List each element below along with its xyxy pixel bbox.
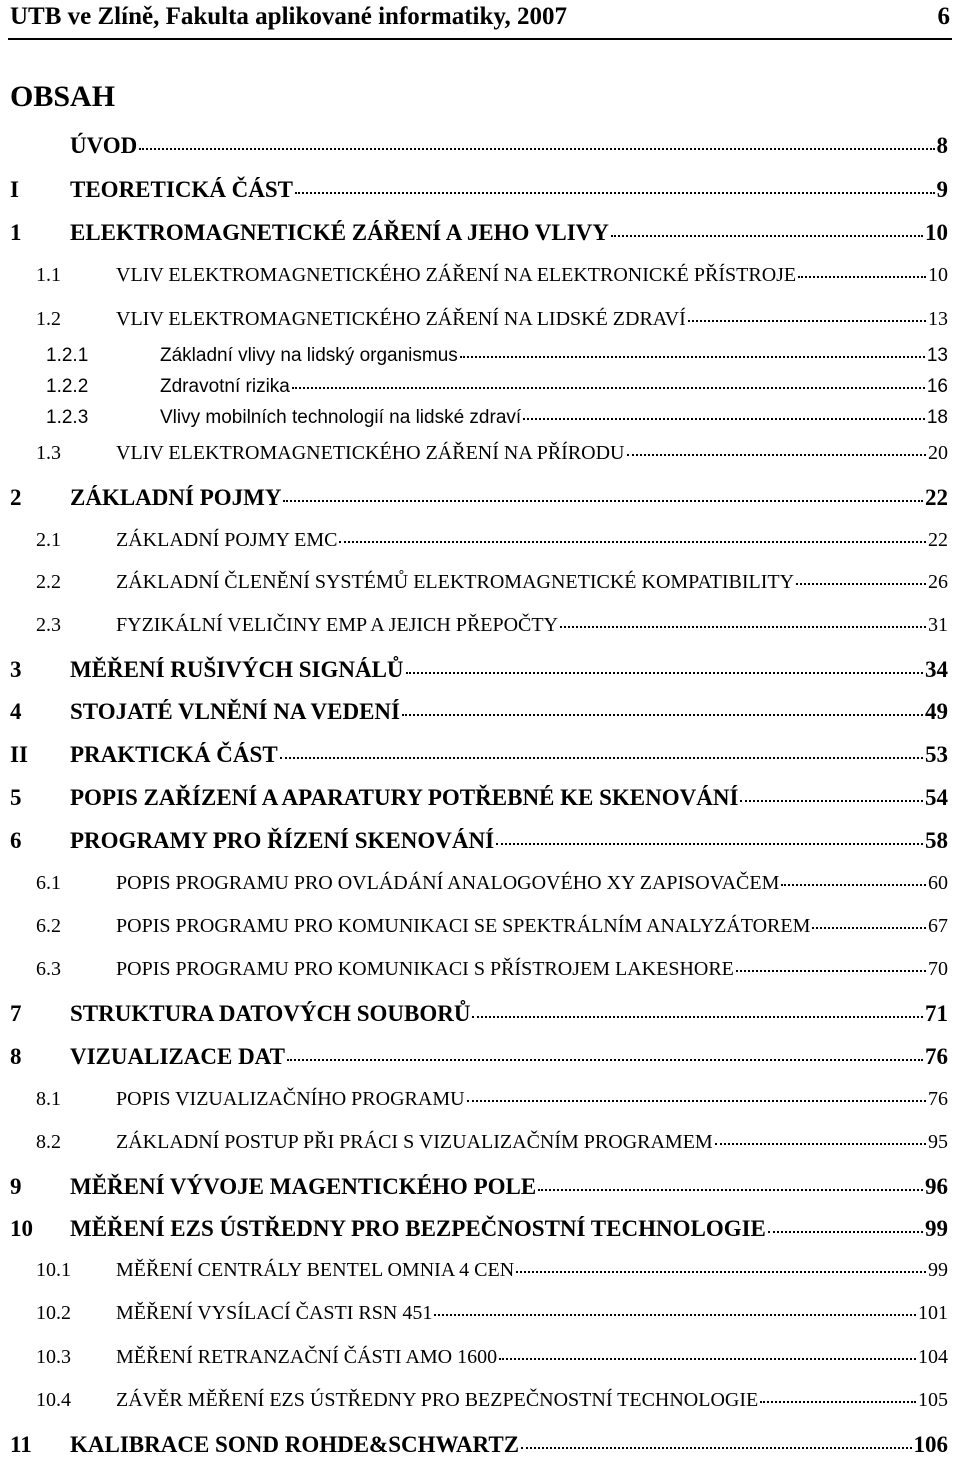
toc-entry-number: 1.1 bbox=[36, 264, 61, 286]
toc-entry-number: 6.3 bbox=[36, 958, 61, 980]
toc-dot-leader bbox=[472, 1015, 923, 1018]
toc-entry-page: 10 bbox=[925, 220, 948, 245]
toc-entry-page: 13 bbox=[928, 308, 948, 330]
toc-entry-number: I bbox=[10, 177, 19, 202]
page-header bbox=[10, 2, 950, 32]
toc-entry-page: 67 bbox=[928, 915, 948, 937]
toc-entry-title: ZÁKLADNÍ POJMY bbox=[70, 485, 282, 510]
toc-entry[interactable] bbox=[0, 407, 960, 429]
toc-entry[interactable] bbox=[0, 571, 960, 594]
toc-entry-title: STOJATÉ VLNĚNÍ NA VEDENÍ bbox=[70, 699, 400, 724]
toc-entry[interactable] bbox=[0, 1302, 960, 1325]
toc-entry[interactable] bbox=[0, 1044, 960, 1070]
toc-entry-title: VIZUALIZACE DAT bbox=[70, 1044, 285, 1069]
toc-dot-leader bbox=[611, 234, 923, 237]
toc-entry-title: VLIV ELEKTROMAGNETICKÉHO ZÁŘENÍ NA ELEKTRONICKÉ PŘÍSTROJE bbox=[116, 264, 797, 286]
toc-entry-title: VLIV ELEKTROMAGNETICKÉHO ZÁŘENÍ NA LIDSKÉ ZDRAVÍ bbox=[116, 308, 686, 330]
toc-entry-title: PROGRAMY PRO ŘÍZENÍ SKENOVÁNÍ bbox=[70, 828, 495, 853]
toc-dot-leader bbox=[283, 499, 923, 502]
toc-entry-number: 2.1 bbox=[36, 529, 61, 551]
toc-dot-leader bbox=[499, 1357, 916, 1360]
toc-dot-leader bbox=[516, 1270, 926, 1273]
page-title: OBSAH bbox=[10, 80, 116, 113]
toc-entry-number: 6.1 bbox=[36, 872, 61, 894]
toc-entry-number: 1.2.1 bbox=[46, 345, 89, 366]
toc-entry[interactable] bbox=[0, 828, 960, 854]
toc-dot-leader bbox=[715, 1142, 926, 1145]
toc-entry-page: 13 bbox=[926, 345, 948, 366]
toc-entry-title: PRAKTICKÁ ČÁST bbox=[70, 742, 278, 767]
toc-entry-page: 96 bbox=[925, 1174, 948, 1199]
toc-entry-title: MĚŘENÍ EZS ÚSTŘEDNY PRO BEZPEČNOSTNÍ TECHNOLOGIE bbox=[70, 1216, 766, 1241]
toc-dot-leader bbox=[402, 713, 923, 716]
toc-entry[interactable] bbox=[0, 1216, 960, 1242]
toc-dot-leader bbox=[812, 926, 926, 929]
header-title: UTB ve Zlíně, Fakulta aplikované informatiky, 2007 bbox=[10, 3, 568, 30]
toc-entry-page: 99 bbox=[925, 1216, 948, 1241]
toc-entry-title: POPIS VIZUALIZAČNÍHO PROGRAMU bbox=[116, 1088, 465, 1110]
toc-entry-number: 1 bbox=[10, 220, 22, 245]
toc-entry-page: 18 bbox=[926, 407, 948, 428]
toc-entry-page: 106 bbox=[913, 1432, 948, 1457]
toc-entry-page: 71 bbox=[925, 1001, 948, 1026]
toc-dot-leader bbox=[740, 799, 923, 802]
toc-entry[interactable] bbox=[0, 614, 960, 637]
toc-dot-leader bbox=[798, 275, 926, 278]
toc-dot-leader bbox=[560, 625, 926, 628]
toc-entry-page: 22 bbox=[925, 485, 948, 510]
toc-entry[interactable] bbox=[0, 1346, 960, 1369]
toc-dot-leader bbox=[406, 671, 923, 674]
toc-entry-title: ÚVOD bbox=[70, 133, 138, 158]
toc-entry-number: 2 bbox=[10, 485, 22, 510]
toc-entry-title: POPIS PROGRAMU PRO OVLÁDÁNÍ ANALOGOVÉHO XY ZAPISOVAČEM bbox=[116, 872, 780, 894]
toc-entry-page: 10 bbox=[928, 264, 948, 286]
toc-dot-leader bbox=[538, 1188, 923, 1191]
toc-entry[interactable] bbox=[0, 485, 960, 511]
toc-entry-title: ZÁKLADNÍ ČLENĚNÍ SYSTÉMŮ ELEKTROMAGNETICKÉ KOMPATIBILITY bbox=[116, 571, 795, 593]
toc-entry-number: 10.2 bbox=[36, 1302, 71, 1324]
toc-entry[interactable] bbox=[0, 742, 960, 768]
toc-entry-title: FYZIKÁLNÍ VELIČINY EMP A JEJICH PŘEPOČTY bbox=[116, 614, 559, 636]
toc-dot-leader bbox=[521, 1446, 911, 1449]
toc-dot-leader bbox=[280, 756, 923, 759]
toc-entry-number: 10.4 bbox=[36, 1389, 71, 1411]
toc-entry[interactable] bbox=[0, 1259, 960, 1282]
toc-entry-page: 53 bbox=[925, 742, 948, 767]
toc-entry[interactable] bbox=[0, 958, 960, 981]
toc-entry-page: 20 bbox=[928, 442, 948, 464]
toc-entry[interactable] bbox=[0, 1001, 960, 1027]
toc-entry-number: 1.2 bbox=[36, 308, 61, 330]
toc-dot-leader bbox=[736, 969, 926, 972]
toc-entry-page: 22 bbox=[928, 529, 948, 551]
toc-entry-number: 10.3 bbox=[36, 1346, 71, 1368]
toc-dot-leader bbox=[292, 386, 925, 389]
toc-entry-title: MĚŘENÍ VÝVOJE MAGENTICKÉHO POLE bbox=[70, 1174, 537, 1199]
toc-entry[interactable] bbox=[0, 1088, 960, 1111]
toc-entry-number: 6.2 bbox=[36, 915, 61, 937]
toc-dot-leader bbox=[760, 1400, 916, 1403]
toc-entry-number: 10.1 bbox=[36, 1259, 71, 1281]
toc-entry-title: MĚŘENÍ RUŠIVÝCH SIGNÁLŮ bbox=[70, 657, 404, 682]
toc-entry[interactable] bbox=[0, 915, 960, 938]
toc-entry-page: 76 bbox=[925, 1044, 948, 1069]
toc-entry-number: 6 bbox=[10, 828, 22, 853]
toc-entry-number: 10 bbox=[10, 1216, 33, 1241]
toc-entry-title: ZÁKLADNÍ POSTUP PŘI PRÁCI S VIZUALIZAČNÍM PROGRAMEM bbox=[116, 1131, 713, 1153]
toc-entry-number: II bbox=[10, 742, 28, 767]
toc-entry-page: 26 bbox=[928, 571, 948, 593]
toc-entry-title: ZÁVĚR MĚŘENÍ EZS ÚSTŘEDNY PRO BEZPEČNOSTNÍ TECHNOLOGIE bbox=[116, 1389, 759, 1411]
toc-entry-title: VLIV ELEKTROMAGNETICKÉHO ZÁŘENÍ NA PŘÍRODU bbox=[116, 442, 625, 464]
toc-entry-page: 105 bbox=[918, 1389, 948, 1411]
toc-dot-leader bbox=[467, 1099, 926, 1102]
toc-entry[interactable] bbox=[0, 177, 960, 203]
toc-entry-title: TEORETICKÁ ČÁST bbox=[70, 177, 294, 202]
toc-entry-number: 5 bbox=[10, 785, 22, 810]
toc-entry-page: 58 bbox=[925, 828, 948, 853]
toc-entry-number: 8 bbox=[10, 1044, 22, 1069]
toc-dot-leader bbox=[460, 355, 925, 358]
toc-entry[interactable] bbox=[0, 1131, 960, 1154]
toc-dot-leader bbox=[688, 319, 926, 322]
toc-entry[interactable] bbox=[0, 872, 960, 895]
toc-entry-title: ZÁKLADNÍ POJMY EMC bbox=[116, 529, 338, 551]
toc-entry-title: Vlivy mobilních technologií na lidské zdraví bbox=[160, 407, 522, 428]
toc-entry-page: 76 bbox=[928, 1088, 948, 1110]
toc-entry-title: POPIS ZAŘÍZENÍ A APARATURY POTŘEBNÉ KE SKENOVÁNÍ bbox=[70, 785, 739, 810]
toc-entry-page: 49 bbox=[925, 699, 948, 724]
toc-entry-page: 8 bbox=[936, 133, 948, 158]
toc-entry-page: 34 bbox=[925, 657, 948, 682]
toc-entry[interactable] bbox=[0, 1389, 960, 1412]
toc-entry[interactable] bbox=[0, 1432, 960, 1458]
toc-entry-number: 7 bbox=[10, 1001, 22, 1026]
toc-entry[interactable] bbox=[0, 376, 960, 398]
toc-entry-page: 99 bbox=[928, 1259, 948, 1281]
toc-entry-title: Základní vlivy na lidský organismus bbox=[160, 345, 458, 366]
toc-dot-leader bbox=[287, 1058, 923, 1061]
toc-entry-title: MĚŘENÍ VYSÍLACÍ ČASTI RSN 451 bbox=[116, 1302, 433, 1324]
toc-dot-leader bbox=[295, 191, 934, 194]
toc-entry-number: 1.2.2 bbox=[46, 376, 89, 397]
toc-entry-number: 2.2 bbox=[36, 571, 61, 593]
toc-entry[interactable] bbox=[0, 699, 960, 725]
toc-entry-title: Zdravotní rizika bbox=[160, 376, 290, 397]
toc-entry-number: 11 bbox=[10, 1432, 32, 1457]
toc-entry-title: ELEKTROMAGNETICKÉ ZÁŘENÍ A JEHO VLIVY bbox=[70, 220, 609, 245]
toc-entry-title: MĚŘENÍ CENTRÁLY BENTEL OMNIA 4 CEN bbox=[116, 1259, 515, 1281]
toc-entry[interactable] bbox=[0, 657, 960, 683]
toc-dot-leader bbox=[496, 842, 923, 845]
toc-entry[interactable] bbox=[0, 785, 960, 811]
toc-entry-page: 9 bbox=[936, 177, 948, 202]
toc-entry[interactable] bbox=[0, 220, 960, 246]
toc-entry[interactable] bbox=[0, 442, 960, 465]
toc-entry-page: 54 bbox=[925, 785, 948, 810]
toc-entry-number: 2.3 bbox=[36, 614, 61, 636]
toc-entry-number: 8.1 bbox=[36, 1088, 61, 1110]
toc-entry-number: 8.2 bbox=[36, 1131, 61, 1153]
toc-entry[interactable] bbox=[0, 133, 960, 159]
toc-entry-number: 1.3 bbox=[36, 442, 61, 464]
toc-entry-number: 3 bbox=[10, 657, 22, 682]
toc-dot-leader bbox=[768, 1230, 923, 1233]
toc-entry-page: 31 bbox=[928, 614, 948, 636]
toc-entry-page: 104 bbox=[918, 1346, 948, 1368]
toc-dot-leader bbox=[139, 147, 934, 150]
toc-entry-title: POPIS PROGRAMU PRO KOMUNIKACI S PŘÍSTROJEM LAKESHORE bbox=[116, 958, 734, 980]
toc-entry[interactable] bbox=[0, 308, 960, 331]
header-page-number: 6 bbox=[937, 3, 950, 30]
toc-entry-number: 1.2.3 bbox=[46, 407, 89, 428]
toc-dot-leader bbox=[781, 883, 926, 886]
toc-entry-number: 4 bbox=[10, 699, 22, 724]
toc-dot-leader bbox=[796, 582, 926, 585]
toc-entry[interactable] bbox=[0, 264, 960, 287]
toc-dot-leader bbox=[523, 417, 925, 420]
toc-entry-page: 101 bbox=[918, 1302, 948, 1324]
toc-entry[interactable] bbox=[0, 1174, 960, 1200]
toc-entry[interactable] bbox=[0, 529, 960, 552]
toc-entry-page: 95 bbox=[928, 1131, 948, 1153]
toc-entry-title: POPIS PROGRAMU PRO KOMUNIKACI SE SPEKTRÁLNÍM ANALYZÁTOREM bbox=[116, 915, 811, 937]
toc-entry-title: MĚŘENÍ RETRANZAČNÍ ČÁSTI AMO 1600 bbox=[116, 1346, 498, 1368]
toc-entry-title: STRUKTURA DATOVÝCH SOUBORŮ bbox=[70, 1001, 471, 1026]
toc-entry-number: 9 bbox=[10, 1174, 22, 1199]
toc-dot-leader bbox=[339, 540, 926, 543]
toc-entry-page: 16 bbox=[926, 376, 948, 397]
header-rule bbox=[8, 38, 952, 40]
toc-entry-page: 60 bbox=[928, 872, 948, 894]
toc-dot-leader bbox=[627, 453, 927, 456]
toc-entry-title: KALIBRACE SOND ROHDE&SCHWARTZ bbox=[70, 1432, 520, 1457]
toc-entry[interactable] bbox=[0, 345, 960, 367]
toc-entry-page: 70 bbox=[928, 958, 948, 980]
toc-dot-leader bbox=[434, 1313, 916, 1316]
